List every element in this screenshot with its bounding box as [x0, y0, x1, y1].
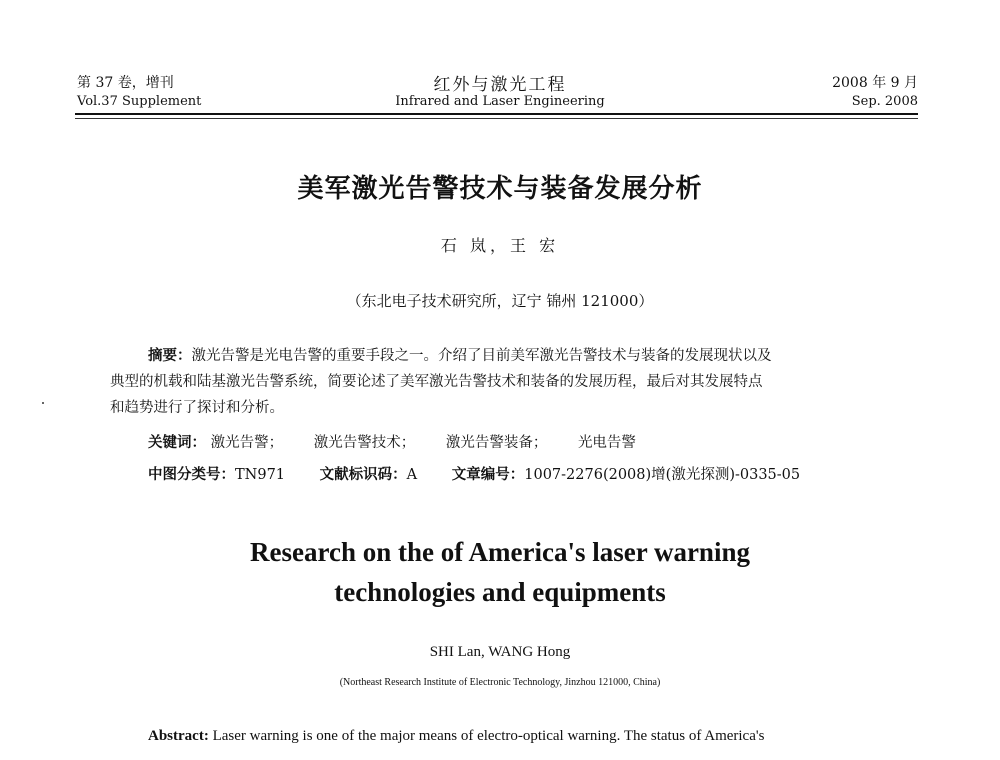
abstract-en	[148, 728, 764, 745]
header-rule-thin	[75, 118, 918, 119]
abstract-cn	[110, 343, 920, 421]
keyword-item: 激光告警技术；	[313, 435, 416, 451]
keywords-label: 关键词：	[148, 435, 206, 451]
paper-title-cn: 美军激光告警技术与装备发展分析	[297, 174, 703, 204]
abstract-cn-line2: 典型的机载和陆基激光告警系统，简要论述了美军激光告警技术和装备的发展历程，最后对其发展特点	[110, 374, 763, 390]
authors-cn: 石 岚，王 宏	[440, 236, 560, 255]
authors-en: SHI Lan, WANG Hong	[429, 644, 571, 660]
affiliation-cn: （东北电子技术研究所，辽宁 锦州 121000）	[346, 292, 654, 310]
document-code-value: A	[406, 467, 418, 483]
abstract-cn-line1: 激光告警是光电告警的重要手段之一。介绍了目前美军激光告警技术与装备的发展现状以及	[191, 348, 772, 364]
keyword-item: 光电告警	[577, 435, 636, 451]
keyword-item: 激光告警装备；	[445, 435, 548, 451]
scan-speck	[42, 402, 44, 404]
abstract-en-label: Abstract:	[148, 728, 209, 744]
paper-title-en	[0, 532, 1000, 612]
affiliation-en: (Northeast Research Institute of Electronic Technology, Jinzhou 121000, China)	[339, 677, 661, 688]
header-rule	[75, 113, 918, 115]
volume-issue-en: Vol.37 Supplement	[77, 94, 202, 109]
publication-date-cn: 2008 年 9 月	[832, 75, 918, 91]
clc-label: 中图分类号：	[148, 467, 235, 483]
document-code-label: 文献标识码：	[319, 467, 407, 483]
classification-line	[148, 463, 800, 484]
publication-date-en: Sep. 2008	[851, 94, 918, 109]
journal-name-cn: 红外与激光工程	[433, 75, 567, 95]
keyword-item: 激光告警；	[210, 435, 284, 451]
volume-issue-cn: 第 37 卷，增刊	[77, 75, 174, 91]
journal-name-en: Infrared and Laser Engineering	[395, 94, 605, 109]
keywords	[148, 431, 662, 452]
paper-title-en-line2: technologies and equipments	[334, 577, 666, 607]
abstract-cn-line3: 和趋势进行了探讨和分析。	[110, 400, 284, 416]
article-number-label: 文章编号：	[451, 467, 525, 483]
abstract-en-text: Laser warning is one of the major means of electro-optical warning. The status of America's	[212, 728, 765, 744]
article-number-value: 1007-2276(2008)增(激光探测)-0335-05	[524, 467, 801, 483]
abstract-cn-label: 摘要：	[148, 348, 192, 364]
clc-value: TN971	[235, 467, 286, 483]
paper-title-en-line1: Research on the of America's laser warning	[250, 537, 750, 567]
